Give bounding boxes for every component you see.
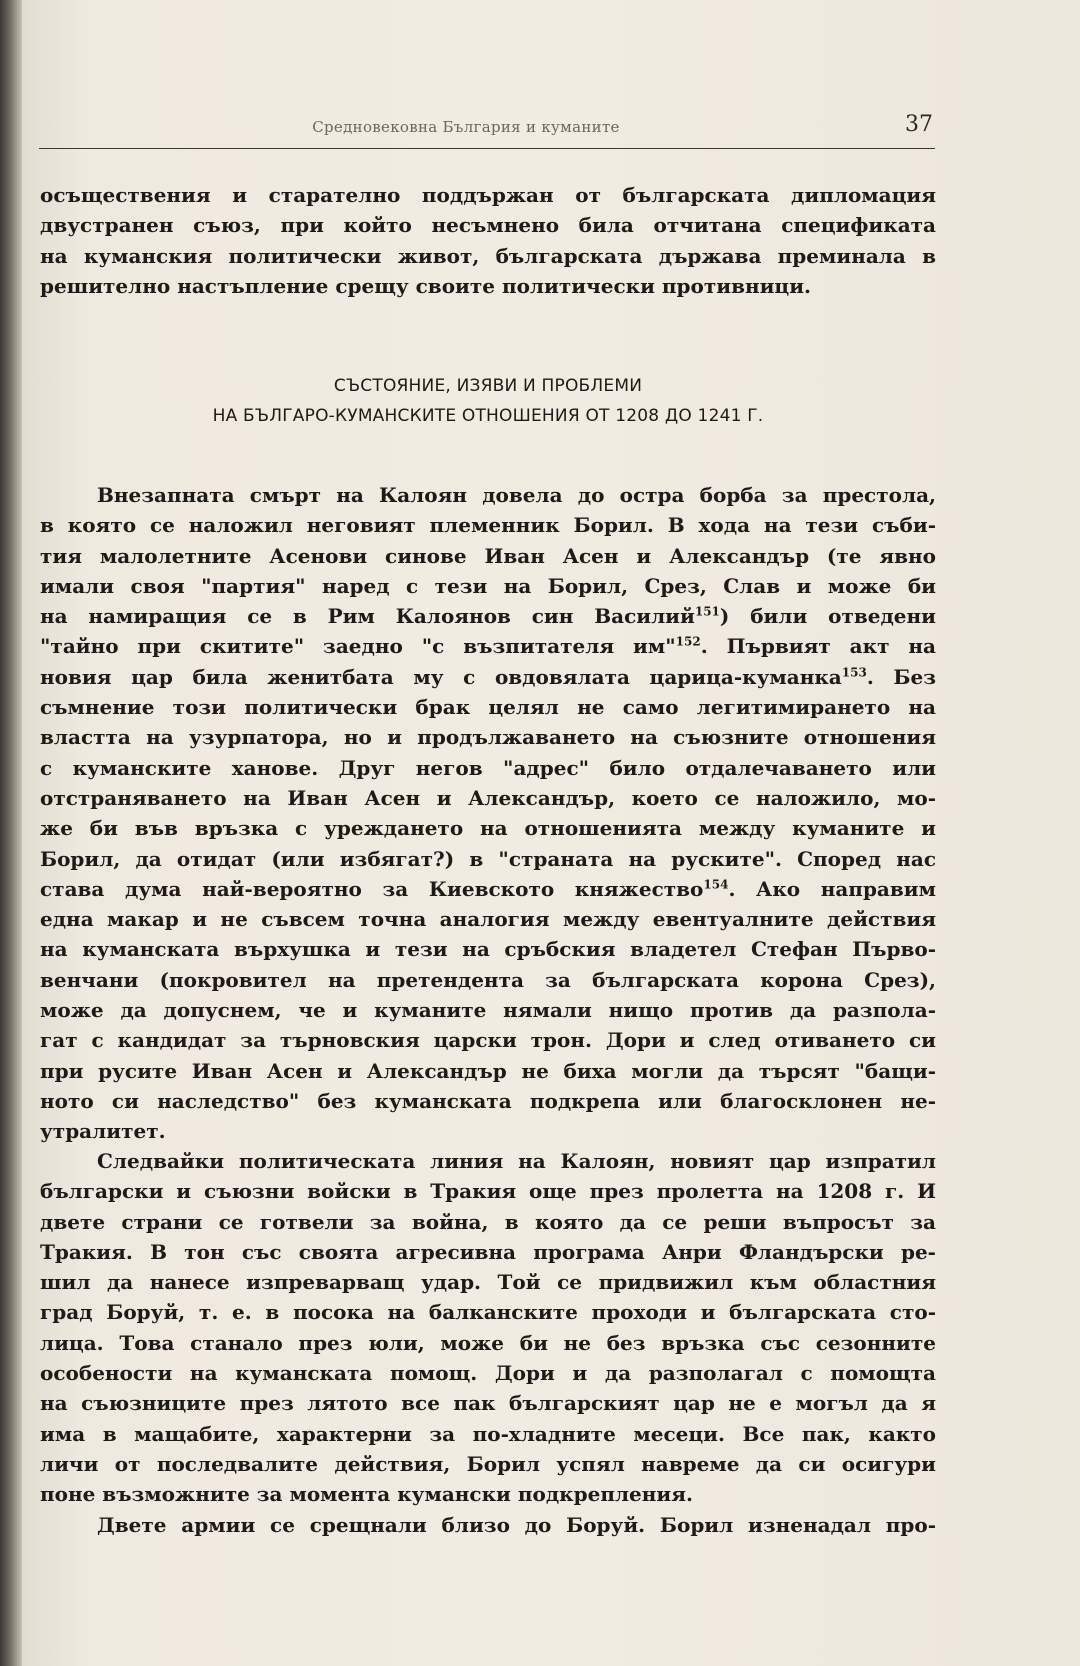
text-line — [40, 662, 936, 692]
text-line: отстраняването на Иван Асен и Александър, което се наложило, мо- — [40, 785, 936, 810]
text-line: с куманските ханове. Друг негов "адрес" било отдалечаването или — [40, 755, 936, 780]
text-line: Тракия. В тон със своята агресивна програма Анри Фландърски ре- — [40, 1239, 936, 1264]
text-line: утралитет. — [40, 1119, 166, 1144]
paragraph-1 — [40, 480, 936, 1147]
text-fragment: на намиращия се в Рим Калоянов син Василий — [40, 604, 695, 629]
text-fragment: . Без — [866, 664, 936, 689]
text-line: Внезапната смърт на Калоян довела до остра борба за престола, — [97, 483, 936, 507]
text-line: Двете армии се срещнали близо до Боруй. Борил изненадал про- — [97, 1513, 936, 1537]
text-line: личи от последвалите действия, Борил успял навреме да си осигури — [40, 1451, 936, 1476]
text-line: съмнение този политически брак целял не само легитимирането на — [40, 695, 936, 720]
section-heading-line-2: НА БЪЛГАРО-КУМАНСКИТЕ ОТНОШЕНИЯ ОТ 1208 ДО 1241 Г. — [212, 406, 764, 426]
text-line: особености на куманската помощ. Дори и да разполагал с помощта — [40, 1361, 936, 1386]
text-line: поне възможните за момента кумански подкрепления. — [40, 1482, 693, 1507]
text-line: двете страни се готвели за война, в която да се реши въпросът за — [40, 1209, 936, 1234]
text-line: Следвайки политическата линия на Калоян, новият цар изпратил — [97, 1149, 936, 1173]
paragraph-2 — [40, 1146, 936, 1510]
header-rule — [39, 148, 935, 149]
book-spine-shadow — [0, 0, 22, 1666]
text-line — [40, 631, 936, 661]
running-header — [41, 112, 933, 142]
text-line — [40, 874, 936, 904]
text-line: осъществения и старателно поддържан от българската дипломация — [40, 183, 936, 207]
text-fragment: става дума най-вероятно за Киевското княжество — [40, 876, 704, 901]
text-line: шил да нанесе изпреварващ удар. Той се придвижил към областния — [40, 1270, 936, 1295]
text-line: на куманския политически живот, българската държава преминала в — [40, 243, 936, 268]
text-line: ното си наследство" без куманската подкрепа или благосклонен не- — [40, 1088, 936, 1113]
text-fragment: "тайно при скитите" заедно "с възпитателя им" — [40, 634, 676, 659]
text-line: Борил, да отидат (или избягат?) в "страната на руските". Според нас — [40, 846, 936, 871]
text-line: лица. Това станало през юли, може би не без връзка със сезонните — [40, 1330, 936, 1355]
book-page — [22, 0, 1080, 1666]
text-line: при русите Иван Асен и Александър не биха могли да търсят "бащи- — [40, 1058, 936, 1083]
text-line: на куманската върхушка и тези на сръбския владетел Стефан Първо- — [40, 937, 936, 962]
text-fragment: . Първият акт на — [700, 634, 937, 659]
footnote-ref-152: 152 — [675, 634, 701, 649]
text-fragment: новия цар била женитбата му с овдовялата царица-куманка — [40, 664, 842, 689]
text-line: венчани (покровител на претендента за българската корона Срез), — [40, 967, 936, 992]
text-fragment: ) били отведени — [719, 604, 936, 629]
page-number: 37 — [905, 112, 933, 137]
text-line — [40, 601, 936, 631]
footnote-ref-154: 154 — [703, 877, 729, 892]
paragraph-3 — [40, 1510, 936, 1540]
intro-paragraph — [40, 180, 936, 301]
text-line: двустранен съюз, при който несъмнено била отчитана спецификата — [40, 213, 936, 238]
text-line: има в мащабите, характерни за по-хладните месеци. Все пак, както — [40, 1421, 936, 1446]
text-line: на съюзниците през лятото все пак българският цар не е могъл да я — [40, 1391, 936, 1416]
text-line: имали своя "партия" наред с тези на Борил, Срез, Слав и може би — [40, 573, 936, 598]
running-title: Средновековна България и куманите — [312, 118, 620, 136]
text-fragment: . Ако направим — [728, 876, 936, 901]
text-line: една макар и не съвсем точна аналогия между евентуалните действия — [40, 907, 936, 932]
text-line: български и съюзни войски в Тракия още през пролетта на 1208 г. И — [40, 1179, 936, 1204]
text-line: град Боруй, т. е. в посока на балканските проходи и българската сто- — [40, 1300, 936, 1325]
text-line: в която се наложил неговият племенник Борил. В хода на тези съби- — [40, 513, 936, 538]
text-line: же би във връзка с уреждането на отношенията между куманите и — [40, 816, 936, 841]
section-heading — [40, 376, 936, 426]
footnote-ref-151: 151 — [694, 604, 720, 619]
text-line: решително настъпление срещу своите политически противници. — [40, 273, 812, 298]
text-line: гат с кандидат за търновския царски трон. Дори и след отиването си — [40, 1028, 936, 1053]
text-line: властта на узурпатора, но и продължаването на съюзните отношения — [40, 725, 936, 750]
section-heading-line-1: СЪСТОЯНИЕ, ИЗЯВИ И ПРОБЛЕМИ — [333, 376, 643, 396]
text-line: може да допуснем, че и куманите нямали нищо против да разпола- — [40, 998, 936, 1023]
footnote-ref-153: 153 — [841, 665, 867, 680]
text-line: тия малолетните Асенови синове Иван Асен и Александър (те явно — [40, 543, 936, 568]
